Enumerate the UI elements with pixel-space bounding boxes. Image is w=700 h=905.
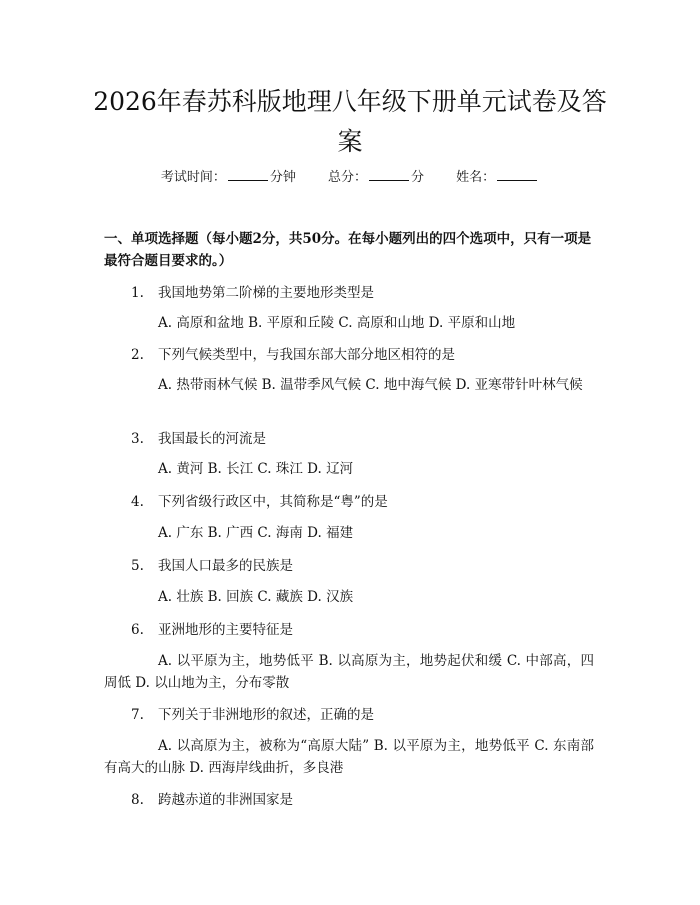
question-number: 6. <box>131 622 144 638</box>
question-options: A. 高原和盆地 B. 平原和丘陵 C. 高原和山地 D. 平原和山地 <box>158 315 516 331</box>
question-number: 1. <box>131 285 144 301</box>
question-text: 下列气候类型中，与我国东部大部分地区相符的是 <box>158 347 455 363</box>
question-text: 下列关于非洲地形的叙述，正确的是 <box>158 707 374 723</box>
exam-info-line <box>0 168 700 188</box>
question-number: 3. <box>131 431 144 447</box>
student-name-label: 姓名： <box>456 170 496 185</box>
question-number: 5. <box>131 558 144 574</box>
section-heading: 一、单项选择题（每小题2分，共50分。在每小题列出的四个选项中，只有一项是最符合题目要求的。） <box>104 231 592 269</box>
exam-time-field <box>161 170 296 185</box>
question-options: A. 以高原为主，被称为“高原大陆” B. 以平原为主，地势低平 C. 东南部有高大的山脉 D. 西海岸线曲折，多良港 <box>104 738 594 776</box>
question-options: A. 壮族 B. 回族 C. 藏族 D. 汉族 <box>158 589 354 605</box>
total-score-blank <box>369 168 409 181</box>
question-stem <box>104 344 594 366</box>
question-number: 2. <box>131 347 144 363</box>
question-number: 8. <box>131 792 144 808</box>
page-title: 2026年春苏科版地理八年级下册单元试卷及答案 <box>93 87 607 156</box>
student-name-blank <box>497 168 537 181</box>
question-stem <box>104 282 594 304</box>
question-options: A. 黄河 B. 长江 C. 珠江 D. 辽河 <box>158 461 354 477</box>
exam-time-blank <box>228 168 268 181</box>
question-options: A. 广东 B. 广西 C. 海南 D. 福建 <box>158 525 354 541</box>
question-text: 下列省级行政区中，其简称是“粤”的是 <box>158 494 388 510</box>
total-score-label: 总分： <box>327 170 367 185</box>
question-stem <box>104 789 594 811</box>
question-text: 跨越赤道的非洲国家是 <box>158 792 293 808</box>
question-stem <box>104 619 594 641</box>
question-text: 我国地势第二阶梯的主要地形类型是 <box>158 285 374 301</box>
question-number: 4. <box>131 494 144 510</box>
question-options: A. 热带雨林气候 B. 温带季风气候 C. 地中海气候 D. 亚寒带针叶林气候 <box>158 377 583 393</box>
question-text: 亚洲地形的主要特征是 <box>158 622 293 638</box>
total-score-field <box>328 170 424 185</box>
question-stem <box>104 704 594 726</box>
exam-time-unit: 分钟 <box>269 170 296 185</box>
question-text: 我国最长的河流是 <box>158 431 266 447</box>
student-name-field <box>456 170 539 185</box>
question-text: 我国人口最多的民族是 <box>158 558 293 574</box>
question-stem <box>104 555 594 577</box>
question-options: A. 以平原为主，地势低平 B. 以高原为主，地势起伏和缓 C. 中部高，四周低 D. 以山地为主，分布零散 <box>104 653 594 691</box>
question-stem <box>104 428 594 450</box>
exam-time-label: 考试时间： <box>160 170 226 185</box>
question-number: 7. <box>131 707 144 723</box>
question-stem <box>104 491 594 513</box>
total-score-unit: 分 <box>411 170 425 185</box>
